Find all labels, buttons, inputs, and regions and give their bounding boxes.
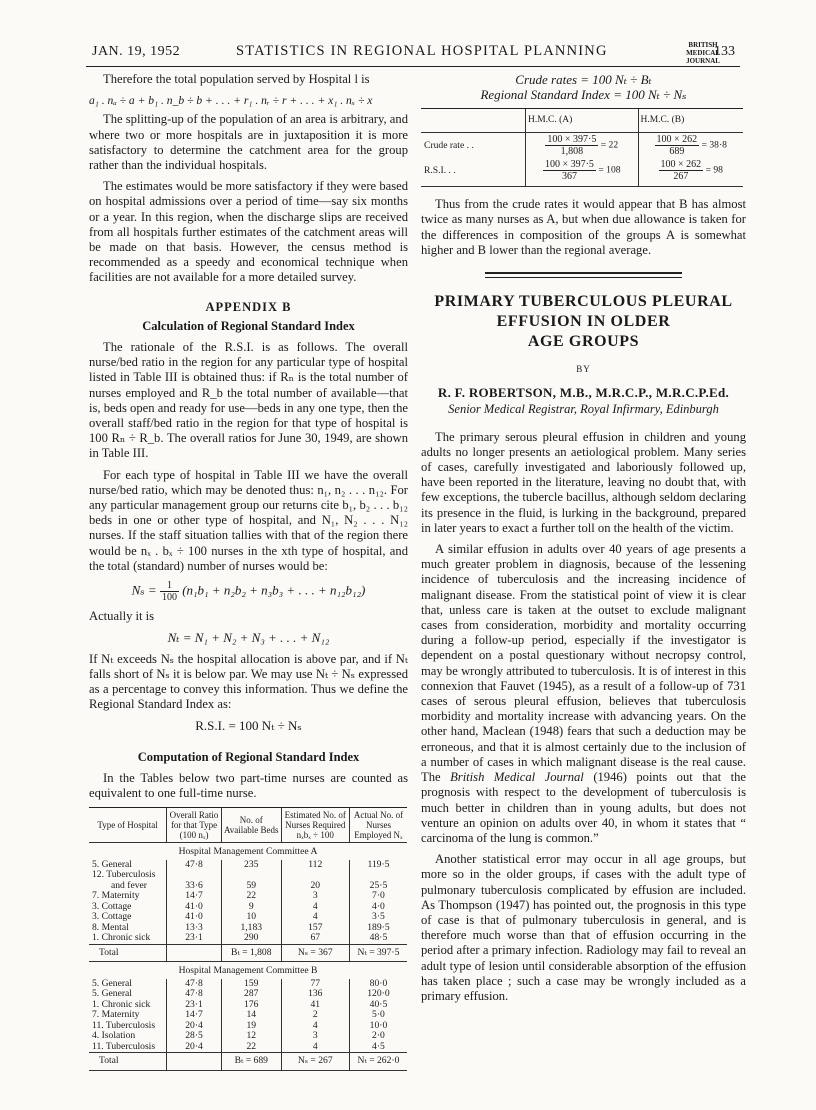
- numerator: 100 × 262: [660, 159, 702, 171]
- available-beds: 12: [221, 1031, 281, 1042]
- total-label: Total: [89, 1053, 167, 1071]
- paragraph: Thus from the crude rates it would appear that B has almost twice as many nurses as A, but when due allowance is taken for the differences in composition of the groups A is somewhat higher and B lower than the regional average.: [421, 197, 746, 257]
- section-divider: [485, 272, 682, 278]
- actual-nurses: 40·5: [349, 1000, 407, 1011]
- col-header: Type of Hospital: [89, 808, 167, 843]
- actual-nurses: 189·5: [349, 923, 407, 934]
- actual-nurses: 4·0: [349, 902, 407, 913]
- page-number: 133: [714, 44, 735, 59]
- hospital-type: 5. General: [92, 858, 132, 870]
- total-beds: Bₜ = 689: [221, 1053, 281, 1071]
- available-beds: 235: [221, 860, 281, 871]
- available-beds: 10: [221, 912, 281, 923]
- estimated-nurses: 67: [281, 933, 349, 944]
- estimated-nurses: 2: [281, 1010, 349, 1021]
- article-title-line: PRIMARY TUBERCULOUS PLEURAL: [434, 293, 733, 311]
- hospital-type: 5. General: [92, 988, 132, 1000]
- rate-definitions: [421, 72, 746, 102]
- paragraph-text: (1946) points out that the prognosis with respect to the development of tuberculosis is much better in children than in young adults, but does not venture an opinion on adults over 40, in whom it states that “ carcinoma of the lung is common.”: [421, 770, 747, 845]
- row-label: Crude rate . .: [424, 140, 474, 152]
- hospital-type: 3. Cottage: [92, 911, 132, 923]
- actual-nurses: 4·5: [349, 1042, 407, 1053]
- fraction: [659, 159, 704, 182]
- estimated-nurses: 4: [281, 912, 349, 923]
- hospital-type: 12. Tuberculosis: [92, 869, 156, 881]
- article-title-line: AGE GROUPS: [527, 333, 640, 351]
- hospital-type: 5. General: [92, 977, 132, 989]
- paragraph: The estimates would be more satisfactory if they were based on hospital admissions over a period of time—say six months or a year. In this region, when the discharge slips are received from all hospitals further estimates of the catchment areas will be made on that basis. However, the census method is recommended as a speedy and economical technique when facilities are not available for a more detailed survey.: [89, 179, 408, 285]
- table-row: [89, 933, 407, 944]
- equation-rsi: R.S.I. = 100 Nₜ ÷ Nₛ: [195, 718, 302, 734]
- overall-ratio: 14·7: [167, 1010, 222, 1021]
- paragraph: The rationale of the R.S.I. is as follows. The overall nurse/bed ratio in the region for any particular type of hospital listed in Table III is obtained thus: if Rₙ is the total number of nurses employed and R_b the total number of available—that is, beds open and ready for use—beds in any one type, then the overall staff/bed ratio in the region for that type of hospital is 100 Rₙ ÷ R_b. The overall ratios for June 30, 1949, are shown in Table III.: [89, 340, 408, 461]
- col-header: H.M.C. (B): [638, 109, 743, 133]
- estimated-nurses: 3: [281, 891, 349, 902]
- col-header: H.M.C. (A): [526, 109, 639, 133]
- col-header: Overall Ratio for that Type (100 nₓ): [167, 808, 222, 843]
- paragraph: [421, 542, 746, 846]
- overall-ratio: 47·8: [167, 860, 222, 871]
- row-label: R.S.I. . .: [421, 158, 526, 187]
- table-row: [421, 158, 743, 187]
- result: = 38·8: [701, 139, 727, 151]
- appendix-heading: APPENDIX B: [205, 299, 292, 314]
- col-header: No. of Available Beds: [221, 808, 281, 843]
- byline-by: BY: [576, 364, 591, 375]
- result: = 22: [600, 139, 619, 151]
- rsi-computation-table: [89, 807, 407, 1071]
- overall-ratio: 47·8: [167, 979, 222, 990]
- estimated-nurses: 20: [281, 881, 349, 892]
- actual-nurses: 120·0: [349, 989, 407, 1000]
- left-column: [89, 72, 408, 1071]
- estimated-nurses: 112: [281, 860, 349, 871]
- actual-nurses: 119·5: [349, 860, 407, 871]
- available-beds: 176: [221, 1000, 281, 1011]
- cell: [526, 133, 639, 159]
- equation-ns: [89, 580, 408, 603]
- overall-ratio: 20·4: [167, 1021, 222, 1032]
- denominator: 689: [669, 146, 685, 158]
- denominator: 267: [673, 171, 689, 183]
- numerator: 100 × 397·5: [547, 134, 597, 146]
- article-title-line: EFFUSION IN OLDER: [496, 313, 671, 331]
- denominator: 367: [561, 171, 577, 183]
- group-heading: Hospital Management Committee B: [178, 965, 318, 977]
- blank-header: [421, 109, 526, 133]
- running-title: STATISTICS IN REGIONAL HOSPITAL PLANNING: [236, 43, 608, 59]
- article-title: [421, 292, 746, 352]
- row-label-text: Crude rate: [424, 140, 465, 152]
- available-beds: 9: [221, 902, 281, 913]
- right-column: [421, 72, 746, 1010]
- blank-cell: [167, 1053, 222, 1071]
- overall-ratio: 23·1: [167, 933, 222, 944]
- table-row: [89, 891, 407, 902]
- hospital-type: 11. Tuberculosis: [92, 1040, 156, 1052]
- table-row: [421, 133, 743, 159]
- actual-nurses: 25·5: [349, 881, 407, 892]
- actual-nurses: 3·5: [349, 912, 407, 923]
- available-beds: 14: [221, 1010, 281, 1021]
- overall-ratio: 33·6: [167, 881, 222, 892]
- actual-nurses: 80·0: [349, 979, 407, 990]
- actual-nurses: 5·0: [349, 1010, 407, 1021]
- paragraph: In the Tables below two part-time nurses are counted as equivalent to one full-time nurse.: [89, 770, 408, 800]
- paragraph: Another statistical error may occur in all age groups, but more so in the older groups, if cases with the adult type of pulmonary tuberculosis complicated by effusion are included. As Thompson (1947) has pointed out, the prognosis in this type of case is that of pulmonary tuberculosis in general, and is therefore much worse than that of effusion occurring in the period after a primary infection. Radiology may fail to reveal an adult type of lesion until considerable absorption of the effusion has taken place ; such a case may be wrongly included as a primary effusion.: [421, 852, 746, 1003]
- col-header: Actual No. of Nurses Employed Nₓ: [349, 808, 407, 843]
- total-row: [89, 1053, 407, 1071]
- estimated-nurses: 3: [281, 1031, 349, 1042]
- running-header: [86, 40, 740, 67]
- denominator: 1,808: [560, 146, 584, 158]
- eq-lhs: Nₛ =: [131, 582, 157, 598]
- hospital-type: 1. Chronic sick: [92, 932, 151, 944]
- paragraph: For each type of hospital in Table III we have the overall nurse/bed ratio, which may be denoted thus: n₁, n₂ . . . n₁₂. For any particular management group our returns cite b₁, b₂ . . . b₁₂ beds in one or other type of hospital, and N₁, N₂ . . . N₁₂ nurses. If the staff situation tallies with that of the region there would be nₓ . bₓ ÷ 100 nurses in the xth type of hospital, and the total (standard) number of nurses would be:: [89, 467, 408, 573]
- actual-nurses: 48·5: [349, 933, 407, 944]
- cell: [526, 158, 639, 187]
- cell: [638, 158, 743, 187]
- hospital-type: 7. Maternity: [92, 1009, 140, 1021]
- equation-nt: Nₜ = N₁ + N₂ + N₃ + . . . + N₁₂: [167, 630, 330, 646]
- hospital-type: 4. Isolation: [92, 1030, 136, 1042]
- eq-numerator: 1: [160, 580, 179, 592]
- total-actual: Nₜ = 262·0: [349, 1053, 407, 1071]
- hospital-type: 3. Cottage: [92, 900, 132, 912]
- blank-cell: [167, 944, 222, 962]
- available-beds: 159: [221, 979, 281, 990]
- overall-ratio: 41·0: [167, 902, 222, 913]
- total-beds: Bₜ = 1,808: [221, 944, 281, 962]
- paragraph: The primary serous pleural effusion in children and young adults no longer presents an aetiological problem. Many series of cases, carefully investigated and laboriously followed up, have been reported in the literature, leaving no doubt that, with few exceptions, the tubercle bacillus, although seldom declaring its presence in the fluid, is lurking in the background, prepared in later years to exact a further toll on the health of the victim.: [421, 429, 746, 535]
- table-row: [89, 1042, 407, 1053]
- fraction: [655, 134, 700, 157]
- group-heading: Hospital Management Committee A: [178, 846, 318, 858]
- available-beds: 22: [221, 1042, 281, 1053]
- author-affiliation: Senior Medical Registrar, Royal Infirmary, Edinburgh: [448, 402, 719, 417]
- overall-ratio: 13·3: [167, 923, 222, 934]
- journal-name-line1: BRITISH: [688, 41, 718, 49]
- total-row: [89, 944, 407, 962]
- fraction: [543, 159, 596, 182]
- total-estimated: Nₛ = 267: [281, 1053, 349, 1071]
- overall-ratio: 28·5: [167, 1031, 222, 1042]
- hospital-type: 11. Tuberculosis: [92, 1019, 156, 1031]
- appendix-subheading: Calculation of Regional Standard Index: [142, 318, 355, 333]
- eq-rhs: (n₁b₁ + n₂b₂ + n₃b₃ + . . . + n₁₂b₁₂): [182, 582, 366, 598]
- rsi-definition: Regional Standard Index = 100 Nₜ ÷ Nₛ: [480, 87, 687, 102]
- overall-ratio: 41·0: [167, 912, 222, 923]
- paragraph: The splitting-up of the population of an area is arbitrary, and where two or more hospitals are in juxtaposition it is more satisfactory to determine the catchment area for the group rather than the individual hospitals.: [89, 112, 408, 173]
- col-header: Estimated No. of Nurses Required nₓbₓ ÷ 100: [281, 808, 349, 843]
- overall-ratio: 14·7: [167, 891, 222, 902]
- estimated-nurses: 4: [281, 1021, 349, 1032]
- hospital-type: 7. Maternity: [92, 890, 140, 902]
- overall-ratio: 23·1: [167, 1000, 222, 1011]
- computation-heading: Computation of Regional Standard Index: [137, 749, 360, 764]
- total-label: Total: [89, 944, 167, 962]
- result: = 108: [598, 164, 621, 176]
- overall-ratio: 47·8: [167, 989, 222, 1000]
- population-formula: a₁ . nₐ ÷ a + b₁ . n_b ÷ b + . . . + r₁ . nᵣ ÷ r + . . . + x₁ . nₓ ÷ x: [89, 94, 373, 108]
- eq-denominator: 100: [161, 592, 177, 604]
- numerator: 100 × 397·5: [544, 159, 594, 171]
- estimated-nurses: 4: [281, 1042, 349, 1053]
- hospital-type: 1. Chronic sick: [92, 998, 151, 1010]
- paragraph: If Nₜ exceeds Nₛ the hospital allocation is above par, and if Nₜ falls short of Nₛ it is below par. We may use Nₜ ÷ Nₛ expressed as a percentage to convey this information. Thus we define the Regional Standard Index as:: [89, 651, 408, 712]
- overall-ratio: 20·4: [167, 1042, 222, 1053]
- estimated-nurses: 77: [281, 979, 349, 990]
- estimated-nurses: 41: [281, 1000, 349, 1011]
- paragraph-text: A similar effusion in adults over 40 years of age presents a much greater problem in diagnosis, because of the lessening incidence of tuberculosis and the increasing incidence of malignant disease. From the statistical point of view it is clear that, unless care is taken at the outset to exclude malignant cases from consideration, morbidity and mortality occurring during a follow-up period, especially if the investigator is dependent on a postal questionary without necropsy control, may be wrongly attributed to tuberculosis. It is of interest in this connexion that Fauvet (1945), as a result of a follow-up of 731 cases of serous pleural effusion, believes that tuberculosis morbidity and mortality increase with advancing years. On the other hand, Maclean (1948) fears that such a deduction may be erroneous, and that it is almost certainly due to the inclusion of a number of cases in which malignant disease is the real cause. The: [421, 542, 746, 785]
- available-beds: 1,183: [221, 923, 281, 934]
- estimated-nurses: 157: [281, 923, 349, 934]
- total-estimated: Nₛ = 367: [281, 944, 349, 962]
- journal-citation: British Medical Journal: [450, 770, 584, 785]
- result: = 98: [705, 164, 723, 176]
- fraction: [545, 134, 598, 157]
- estimated-nurses: 4: [281, 902, 349, 913]
- available-beds: 287: [221, 989, 281, 1000]
- paragraph: Actually it is: [89, 609, 155, 624]
- row-label-text: R.S.I.: [424, 165, 447, 177]
- estimated-nurses: 136: [281, 989, 349, 1000]
- total-actual: Nₜ = 397·5: [349, 944, 407, 962]
- hospital-type: and fever: [111, 879, 147, 891]
- available-beds: 290: [221, 933, 281, 944]
- crude-rate-definition: Crude rates = 100 Nₜ ÷ Bₜ: [515, 72, 652, 87]
- issue-date: JAN. 19, 1952: [92, 44, 181, 59]
- journal-name-line2: MEDICAL JOURNAL: [686, 49, 720, 65]
- author-name: R. F. ROBERTSON, M.B., M.R.C.P., M.R.C.P.Ed.: [437, 385, 730, 401]
- available-beds: 19: [221, 1021, 281, 1032]
- actual-nurses: 2·0: [349, 1031, 407, 1042]
- available-beds: 22: [221, 891, 281, 902]
- group-heading-row: [89, 962, 407, 979]
- group-heading-row: [89, 843, 407, 860]
- paragraph: Therefore the total population served by Hospital l is: [103, 72, 370, 86]
- actual-nurses: 7·0: [349, 891, 407, 902]
- cell: [638, 133, 743, 159]
- numerator: 100 × 262: [656, 134, 698, 146]
- eq-fraction: [160, 580, 179, 603]
- crude-rate-table: [421, 108, 743, 187]
- available-beds: 59: [221, 881, 281, 892]
- hospital-type: 8. Mental: [92, 921, 129, 933]
- actual-nurses: 10·0: [349, 1021, 407, 1032]
